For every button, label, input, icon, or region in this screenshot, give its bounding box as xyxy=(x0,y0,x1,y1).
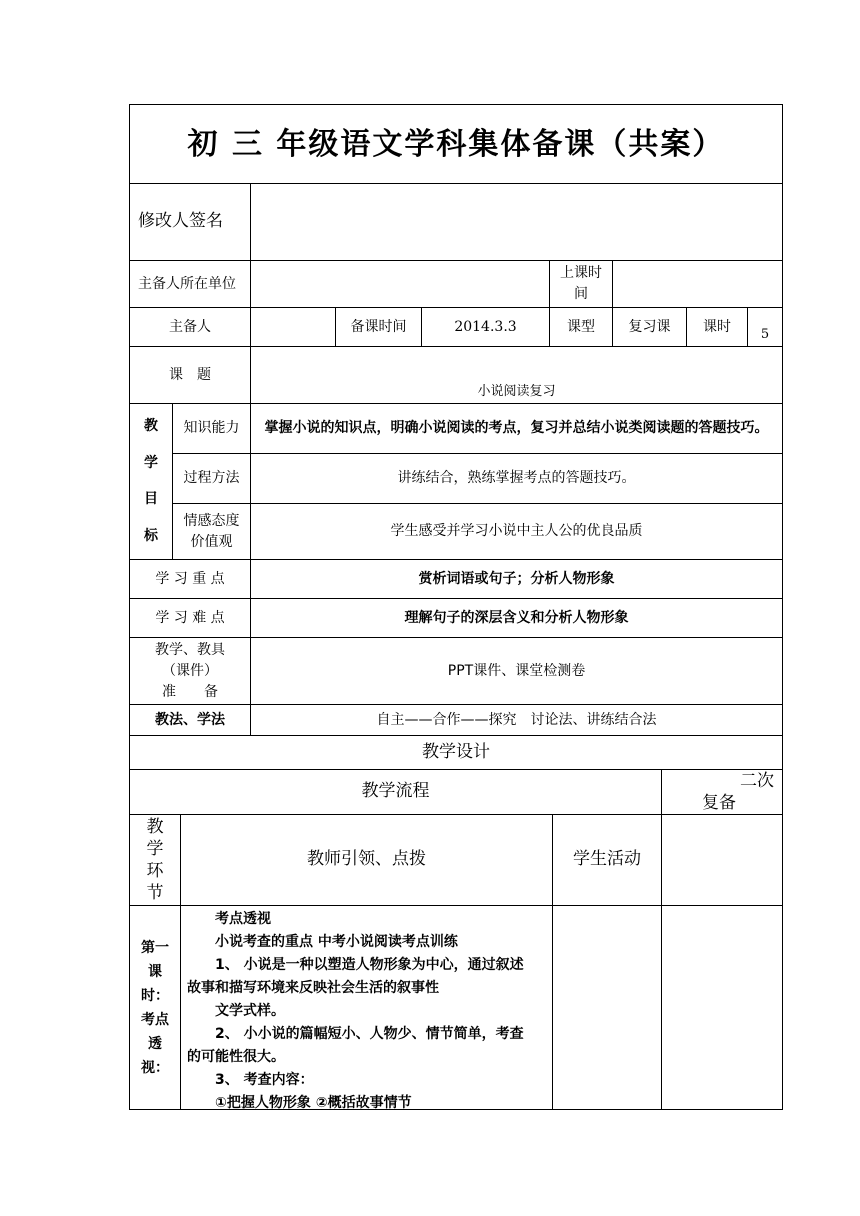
lesson1-phase xyxy=(129,905,181,1110)
knowledge-label: 知识能力 xyxy=(172,403,251,454)
design-header: 教学设计 xyxy=(129,735,783,770)
phase-char: 环 xyxy=(146,861,164,881)
teacher-header: 教师引领、点拨 xyxy=(180,814,553,906)
presenter-label: 主备人 xyxy=(129,307,251,347)
second-prep-header xyxy=(661,814,783,906)
class-time-value xyxy=(612,260,783,308)
content-line: 故事和描写环境来反映社会生活的叙事性 xyxy=(187,980,439,996)
emotion-label xyxy=(172,503,251,560)
knowledge-value: 掌握小说的知识点，明确小说阅读的考点，复习并总结小说类阅读题的答题技巧。 xyxy=(250,403,783,454)
content-line: 考点透视 xyxy=(215,911,271,927)
content-line: ①把握人物形象 ②概括故事情节 xyxy=(215,1095,412,1111)
content-line: 的可能性很大。 xyxy=(187,1049,285,1065)
goals-char: 学 xyxy=(144,454,158,471)
periods-label: 课时 xyxy=(686,307,748,347)
phase-header xyxy=(129,814,181,906)
lesson1-content xyxy=(180,905,553,1110)
content-line: 小说考查的重点 中考小说阅读考点训练 xyxy=(215,934,458,950)
phase-char: 节 xyxy=(146,883,164,903)
content-line: 2、 小小说的篇幅短小、人物少、情节简单，考查 xyxy=(215,1026,524,1042)
content-line: 1、 小说是一种以塑造人物形象为中心，通过叙述 xyxy=(215,957,524,973)
reviser-value xyxy=(250,183,783,261)
methods-value: 自主——合作——探究 讨论法、讲练结合法 xyxy=(250,704,783,736)
emotion-label-line1: 情感态度 xyxy=(183,512,240,529)
key-points-value: 赏析词语或句子；分析人物形象 xyxy=(250,559,783,599)
emotion-value: 学生感受并学习小说中主人公的优良品质 xyxy=(250,503,783,560)
difficulties-label: 学 习 难 点 xyxy=(129,598,251,638)
materials-label-line2: （课件） xyxy=(162,662,218,679)
unit-label: 主备人所在单位 xyxy=(129,260,251,308)
student-header: 学生活动 xyxy=(552,814,662,906)
lesson-type-label: 课型 xyxy=(549,307,613,347)
flow-label: 教学流程 xyxy=(129,769,662,815)
process-label: 过程方法 xyxy=(172,453,251,504)
lesson1-phase-line: 课 xyxy=(148,963,162,980)
presenter-value xyxy=(250,307,336,347)
class-time-label-text: 上课时间 xyxy=(560,265,602,302)
methods-label: 教法、学法 xyxy=(129,704,251,736)
materials-label-line3: 准 备 xyxy=(162,683,218,700)
class-time-label xyxy=(549,260,613,308)
emotion-label-line2: 价值观 xyxy=(190,533,233,550)
topic-label: 课 题 xyxy=(129,346,251,404)
goals-char: 标 xyxy=(144,528,158,545)
difficulties-value: 理解句子的深层含义和分析人物形象 xyxy=(250,598,783,638)
topic-value: 小说阅读复习 xyxy=(250,346,783,404)
lesson1-second-prep xyxy=(661,905,783,1110)
content-line: 3、 考查内容： xyxy=(215,1072,314,1088)
materials-label xyxy=(129,637,251,705)
key-points-label: 学 习 重 点 xyxy=(129,559,251,599)
lesson1-phase-line: 透 xyxy=(148,1035,162,1052)
prep-time-label: 备课时间 xyxy=(335,307,422,347)
lesson1-phase-line: 考点 xyxy=(141,1011,169,1028)
periods-value: 5 xyxy=(747,307,783,347)
page-title: 初 三 年级语文学科集体备课（共案） xyxy=(129,104,783,184)
goals-char: 教 xyxy=(144,417,158,434)
content-line: 文学式样。 xyxy=(215,1003,285,1019)
process-value: 讲练结合，熟练掌握考点的答题技巧。 xyxy=(250,453,783,504)
second-prep-line1: 二次 xyxy=(740,771,774,791)
reviser-label: 修改人签名 xyxy=(129,183,251,261)
lesson-type-value: 复习课 xyxy=(612,307,687,347)
phase-char: 教 xyxy=(146,817,164,837)
second-prep-label xyxy=(661,769,783,815)
second-prep-line2: 复备 xyxy=(702,793,736,813)
unit-value xyxy=(250,260,550,308)
materials-label-line1: 教学、教具 xyxy=(155,641,225,658)
goals-char: 目 xyxy=(144,491,158,508)
lesson1-phase-line: 时： xyxy=(141,987,169,1004)
lesson1-phase-line: 第一 xyxy=(141,939,169,956)
materials-value: PPT课件、课堂检测卷 xyxy=(250,637,783,705)
prep-time-value: 2014.3.3 xyxy=(421,307,550,347)
lesson1-phase-line: 视： xyxy=(141,1059,169,1076)
lesson1-student xyxy=(552,905,662,1110)
phase-char: 学 xyxy=(146,839,164,859)
goals-label xyxy=(129,403,173,560)
